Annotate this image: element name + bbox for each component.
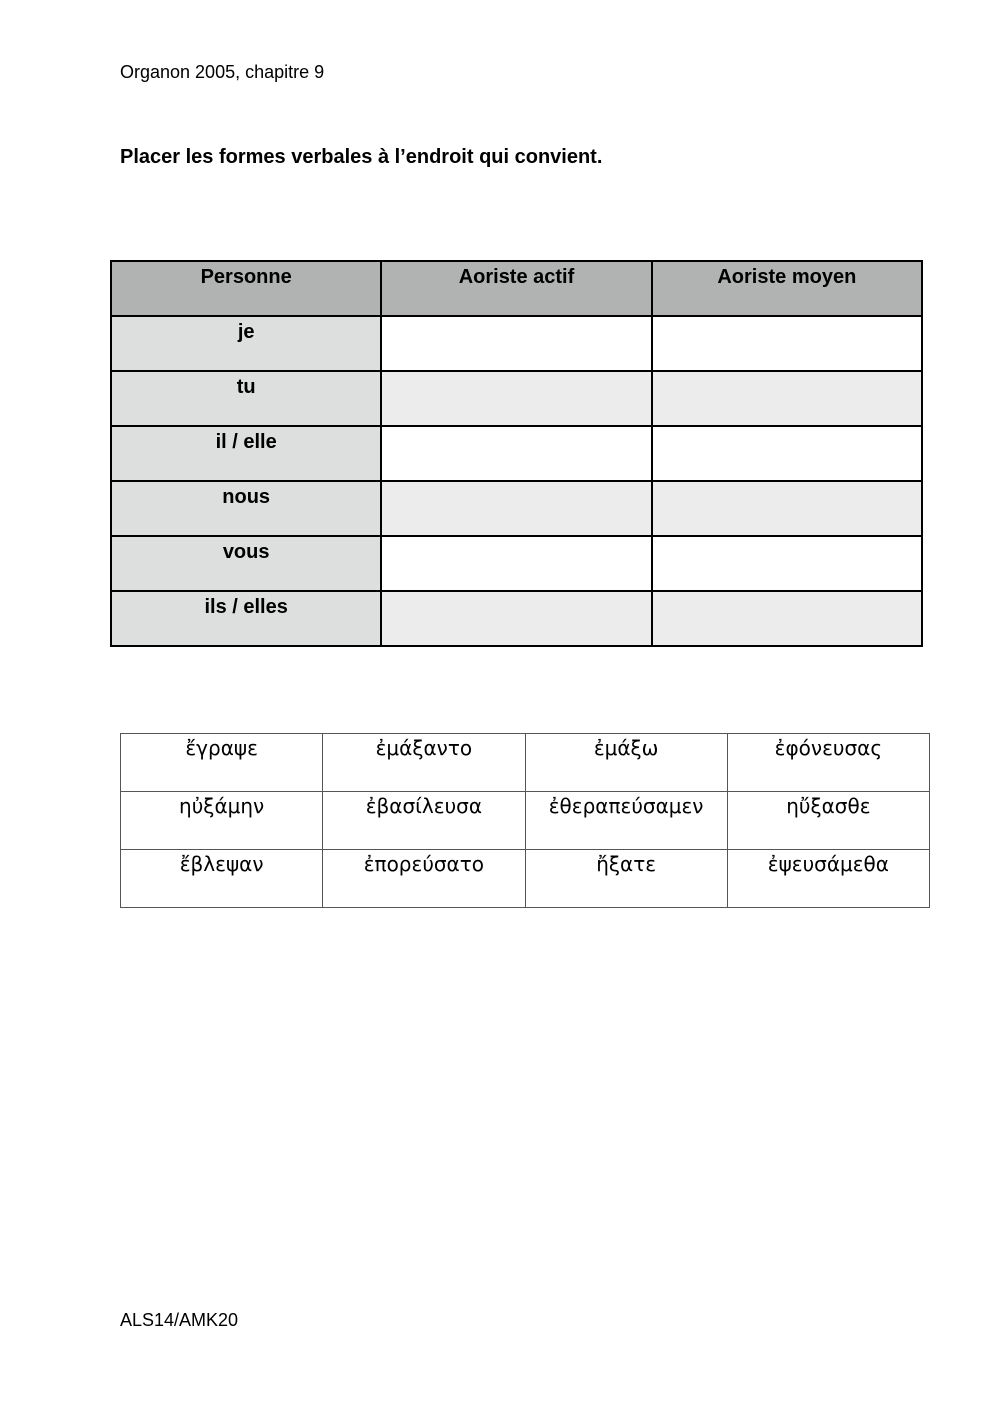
aoriste-moyen-answer-cell[interactable] bbox=[652, 316, 922, 371]
verb-form-cell: ἐφόνευσας bbox=[727, 734, 929, 792]
header-personne: Personne bbox=[111, 261, 381, 316]
conjugation-row bbox=[111, 371, 922, 426]
header-aoriste-moyen: Aoriste moyen bbox=[652, 261, 922, 316]
aoriste-actif-answer-cell[interactable] bbox=[381, 371, 651, 426]
person-cell: vous bbox=[111, 536, 381, 591]
conjugation-row bbox=[111, 536, 922, 591]
aoriste-actif-answer-cell[interactable] bbox=[381, 316, 651, 371]
verb-form-cell: ηὐξάμην bbox=[121, 792, 323, 850]
aoriste-actif-answer-cell[interactable] bbox=[381, 481, 651, 536]
verb-forms-table bbox=[120, 733, 930, 908]
conjugation-table bbox=[110, 260, 923, 647]
verb-form-cell: ἐπορεύσατο bbox=[323, 850, 525, 908]
person-cell: tu bbox=[111, 371, 381, 426]
person-cell: il / elle bbox=[111, 426, 381, 481]
verb-form-cell: ηὔξασθε bbox=[727, 792, 929, 850]
verb-form-cell: ἐψευσάμεθα bbox=[727, 850, 929, 908]
aoriste-actif-answer-cell[interactable] bbox=[381, 426, 651, 481]
conjugation-header-row bbox=[111, 261, 922, 316]
person-cell: nous bbox=[111, 481, 381, 536]
conjugation-row bbox=[111, 426, 922, 481]
verb-forms-row bbox=[121, 734, 930, 792]
verb-form-cell: ἔγραψε bbox=[121, 734, 323, 792]
person-cell: ils / elles bbox=[111, 591, 381, 646]
verb-form-cell: ἤξατε bbox=[525, 850, 727, 908]
instruction: Placer les formes verbales à l’endroit qui convient. bbox=[120, 146, 603, 168]
page-footer: ALS14/AMK20 bbox=[120, 1310, 239, 1330]
page-header: Organon 2005, chapitre 9 bbox=[120, 62, 325, 82]
verb-form-cell: ἔβλεψαν bbox=[121, 850, 323, 908]
verb-forms-row bbox=[121, 792, 930, 850]
aoriste-moyen-answer-cell[interactable] bbox=[652, 371, 922, 426]
verb-forms-row bbox=[121, 850, 930, 908]
aoriste-moyen-answer-cell[interactable] bbox=[652, 481, 922, 536]
verb-form-cell: ἐβασίλευσα bbox=[323, 792, 525, 850]
aoriste-moyen-answer-cell[interactable] bbox=[652, 591, 922, 646]
aoriste-moyen-answer-cell[interactable] bbox=[652, 536, 922, 591]
conjugation-row bbox=[111, 316, 922, 371]
aoriste-actif-answer-cell[interactable] bbox=[381, 536, 651, 591]
header-aoriste-actif: Aoriste actif bbox=[381, 261, 651, 316]
aoriste-moyen-answer-cell[interactable] bbox=[652, 426, 922, 481]
conjugation-row bbox=[111, 481, 922, 536]
verb-form-cell: ἐμάξω bbox=[525, 734, 727, 792]
person-cell: je bbox=[111, 316, 381, 371]
verb-form-cell: ἐμάξαντο bbox=[323, 734, 525, 792]
conjugation-row bbox=[111, 591, 922, 646]
verb-form-cell: ἐθεραπεύσαμεν bbox=[525, 792, 727, 850]
aoriste-actif-answer-cell[interactable] bbox=[381, 591, 651, 646]
